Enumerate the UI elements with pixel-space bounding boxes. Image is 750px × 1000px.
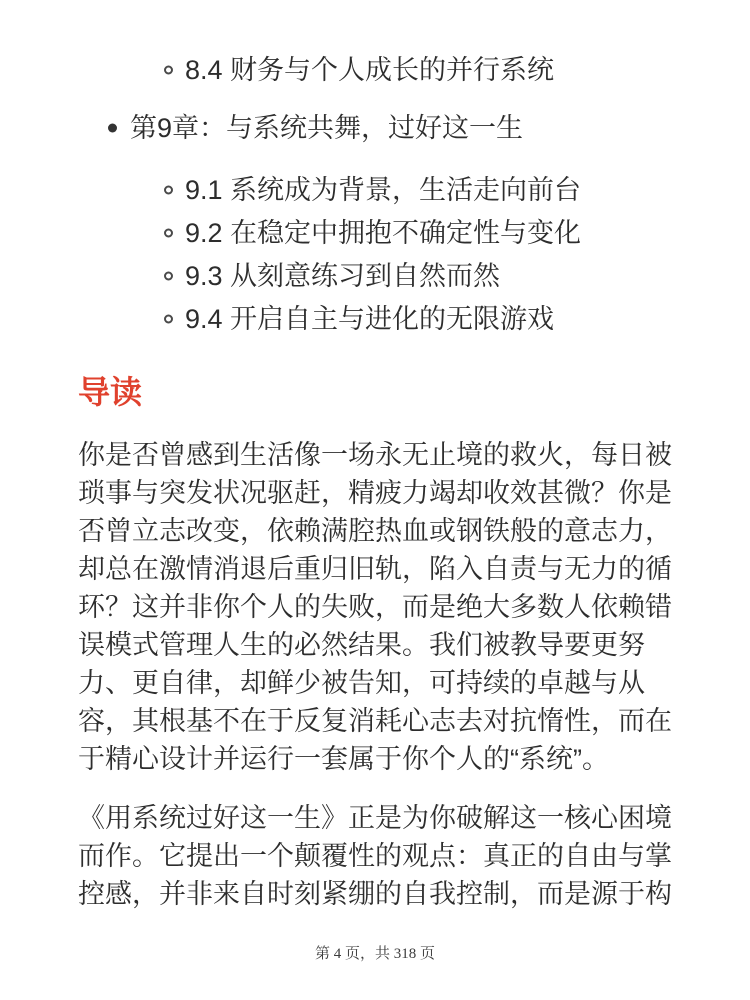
toc-item bbox=[78, 51, 672, 89]
bullet-circle-icon bbox=[164, 315, 173, 324]
toc-item bbox=[78, 214, 672, 252]
body-paragraph-2: 《用系统过好这一生》正是为你破解这一核心困境而作。它提出一个颠覆性的观点：真正的自由与掌控感，并非来自时刻紧绷的自我控制，而是源于构 bbox=[78, 803, 672, 909]
toc-item bbox=[78, 257, 672, 295]
page-number-footer: 第 4 页，共 318 页 bbox=[314, 946, 435, 962]
toc-item-chapter bbox=[78, 109, 672, 147]
toc-item-label: 8.4 财务与个人成长的并行系统 bbox=[185, 55, 555, 85]
toc-item bbox=[78, 300, 672, 338]
bullet-circle-icon bbox=[164, 66, 173, 75]
bullet-circle-icon bbox=[164, 272, 173, 281]
toc-item-label: 9.2 在稳定中拥抱不确定性与变化 bbox=[185, 218, 582, 248]
toc-item-label: 9.1 系统成为背景，生活走向前台 bbox=[185, 175, 582, 205]
toc-item-label: 第9章：与系统共舞，过好这一生 bbox=[130, 113, 524, 143]
body-paragraph-1: 你是否曾感到生活像一场永无止境的救火，每日被琐事与突发状况驱赶，精疲力竭却收效甚微？你是否曾立志改变，依赖满腔热血或钢铁般的意志力，却总在激情消退后重归旧轨，陷入自责与无力的循环？这并非你个人的失败，而是绝大多数人依赖错误模式管理人生的必然结果。我们被教导要更努力、更自律，却鲜少被告知，可持续的卓越与从容，其根基不在于反复消耗心志去对抗惰性，而在于精心设计并运行一套属于你个人的“系统”。 bbox=[78, 440, 672, 774]
bullet-disc-icon bbox=[108, 124, 117, 133]
toc-item bbox=[78, 171, 672, 209]
bullet-circle-icon bbox=[164, 229, 173, 238]
toc-item-label: 9.4 开启自主与进化的无限游戏 bbox=[185, 304, 555, 334]
table-of-contents bbox=[78, 51, 672, 338]
section-heading-daodu: 导读 bbox=[78, 374, 143, 410]
bullet-circle-icon bbox=[164, 186, 173, 195]
toc-item-label: 9.3 从刻意练习到自然而然 bbox=[185, 261, 501, 291]
